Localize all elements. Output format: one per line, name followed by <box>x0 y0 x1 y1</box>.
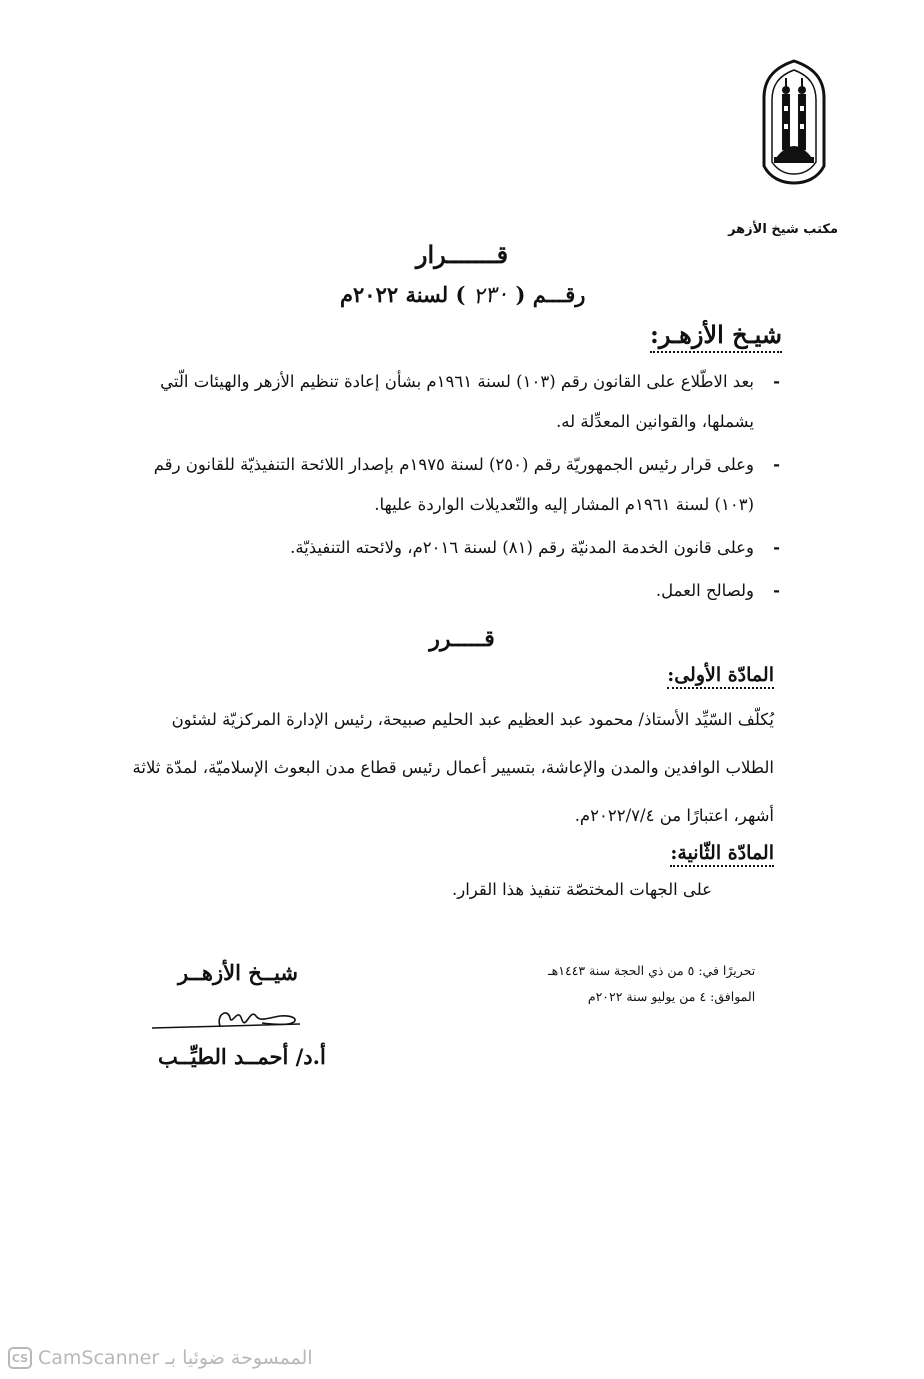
watermark-text: CamScanner الممسوحة ضوئيا بـ <box>38 1347 313 1369</box>
article-1-heading: المادّة الأولى: <box>667 664 774 689</box>
article-1-text: يُكلّف السّيِّد الأستاذ/ محمود عبد العظيم عبد الحليم صبيحة، رئيس الإدارة المركزيّة لشئون الطلاب الوافدين والمدن والإعاشة، بتسيير أعمال رئيس قطاع مدن البعوث الإسلاميّة، لمدّة ثلاثة أشهر، اعتبارًا من ٢٠٢٢/٧/٤م. <box>132 710 774 825</box>
preamble-item <box>134 571 780 611</box>
bullet-dash: - <box>773 372 780 391</box>
preamble-item <box>134 528 780 568</box>
date-block <box>548 958 755 1010</box>
decision-number-line <box>340 282 585 308</box>
decision-number-suffix: ) لسنة ٢٠٢٢م <box>340 282 466 307</box>
preamble-text: بعد الاطّلاع على القانون رقم (١٠٣) لسنة ١٩٦١م بشأن إعادة تنظيم الأزهر والهيئات الّتي يشملها، والقوانين المعدِّلة له. <box>160 372 754 431</box>
decision-number: ٢٣٠ <box>471 281 510 310</box>
signatory-name: أ.د/ أحمــد الطيِّــب <box>158 1044 326 1069</box>
bullet-dash: - <box>773 455 780 474</box>
preamble-item <box>134 445 780 525</box>
article-2-text: على الجهات المختصّة تنفيذ هذا القرار. <box>451 880 712 899</box>
preamble-text: وعلى قرار رئيس الجمهوريّة رقم (٢٥٠) لسنة ١٩٧٥م بإصدار اللائحة التنفيذيّة للقانون رقم (١٠٣) لسنة ١٩٦١م المشار إليه والتّعديلات الواردة عليها. <box>153 455 754 514</box>
preamble-item <box>134 362 780 442</box>
preamble-text: وعلى قانون الخدمة المدنيّة رقم (٨١) لسنة ٢٠١٦م، ولائحته التنفيذيّة. <box>290 538 754 557</box>
decision-title: قـــــــرار <box>415 240 509 269</box>
decision-number-prefix: رقـــم ( <box>515 282 586 307</box>
preamble-list <box>134 362 780 614</box>
office-name: مكتب شيخ الأزهر <box>728 222 838 237</box>
camscanner-watermark <box>8 1345 313 1371</box>
bullet-dash: - <box>773 581 780 600</box>
issuer-heading: شيـخ الأزهـر: <box>650 320 782 353</box>
handwritten-signature <box>150 996 310 1036</box>
preamble-text: ولصالح العمل. <box>655 581 754 600</box>
camscanner-icon: CS <box>8 1347 32 1369</box>
gregorian-date: الموافق: ٤ من يوليو سنة ٢٠٢٢م <box>587 989 756 1004</box>
decides-heading: قـــــرر <box>429 626 495 652</box>
signatory-title: شيــخ الأزهــر <box>178 960 299 985</box>
bullet-dash: - <box>773 538 780 557</box>
hijri-date: تحريرًا في: ٥ من ذي الحجة سنة ١٤٤٣هـ <box>548 963 756 978</box>
al-azhar-logo <box>760 58 828 186</box>
article-2-heading: المادّة الثّانية: <box>670 842 774 867</box>
